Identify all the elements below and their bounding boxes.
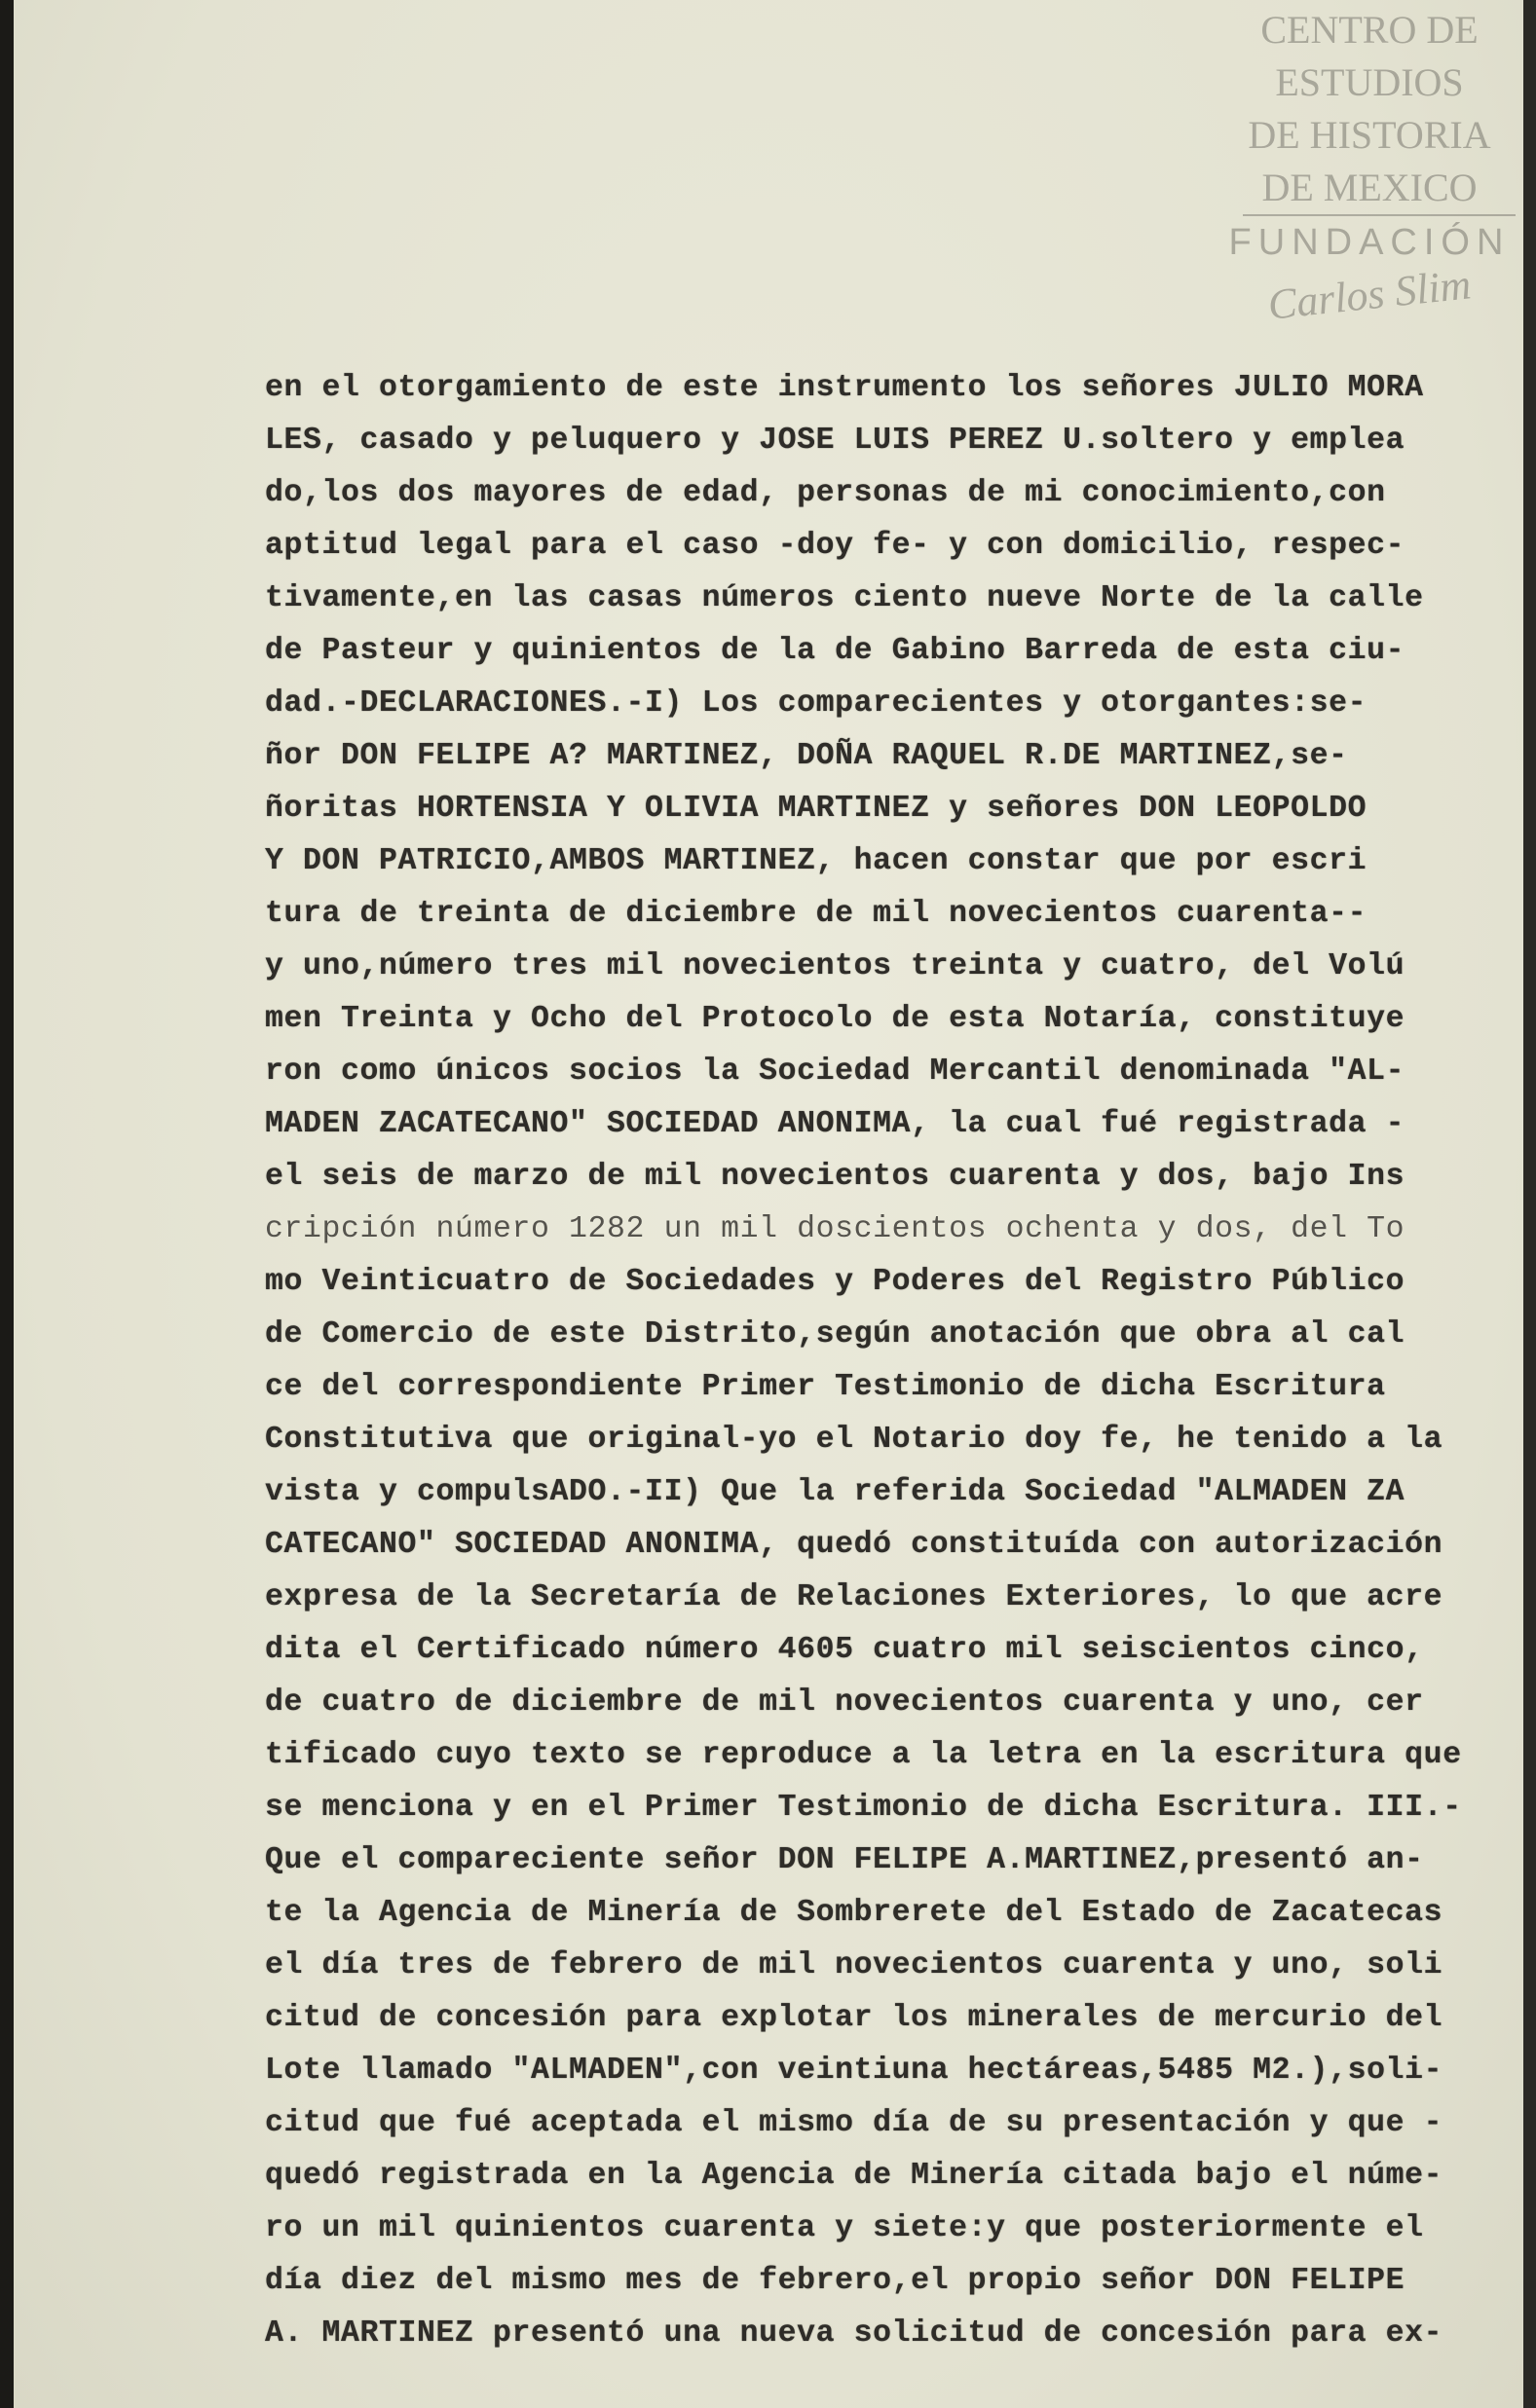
watermark-line: CENTRO DE xyxy=(1260,8,1479,52)
text-line: do,los dos mayores de edad, personas de mi conocimiento,con xyxy=(265,476,1386,510)
text-line: de Pasteur y quinientos de la de Gabino Barreda de esta ciu- xyxy=(265,634,1405,668)
text-line: día diez del mismo mes de febrero,el propio señor DON FELIPE xyxy=(265,2264,1405,2298)
text-line: de cuatro de diciembre de mil novecientos cuarenta y uno, cer xyxy=(265,1686,1424,1720)
text-line: ñoritas HORTENSIA Y OLIVIA MARTINEZ y señores DON LEOPOLDO xyxy=(265,792,1367,826)
text-line: citud de concesión para explotar los minerales de mercurio del xyxy=(265,2001,1443,2035)
text-line: ron como únicos socios la Sociedad Mercantil denominada "AL- xyxy=(265,1055,1405,1089)
watermark-line: ESTUDIOS xyxy=(1275,60,1464,104)
text-line: el seis de marzo de mil novecientos cuarenta y dos, bajo Ins xyxy=(265,1160,1405,1194)
text-line: tificado cuyo texto se reproduce a la letra en la escritura que xyxy=(265,1738,1462,1772)
watermark-line: FUNDACIÓN xyxy=(1228,222,1511,263)
text-line: CATECANO" SOCIEDAD ANONIMA, quedó constituída con autorización xyxy=(265,1528,1443,1562)
text-line: dad.-DECLARACIONES.-I) Los comparecientes y otorgantes:se- xyxy=(265,686,1367,721)
text-line: mo Veinticuatro de Sociedades y Poderes del Registro Público xyxy=(265,1265,1405,1299)
text-line: y uno,número tres mil novecientos treinta y cuatro, del Volú xyxy=(265,949,1405,983)
text-line: Constitutiva que original-yo el Notario doy fe, he tenido a la xyxy=(265,1423,1443,1457)
watermark-line: DE HISTORIA xyxy=(1248,113,1491,157)
text-line: MADEN ZACATECANO" SOCIEDAD ANONIMA, la cual fué registrada - xyxy=(265,1107,1405,1141)
text-line: LES, casado y peluquero y JOSE LUIS PEREZ U.soltero y emplea xyxy=(265,424,1405,458)
text-line: en el otorgamiento de este instrumento los señores JULIO MORA xyxy=(265,371,1424,405)
scan-edge xyxy=(1523,0,1536,2408)
text-line: dita el Certificado número 4605 cuatro mil seiscientos cinco, xyxy=(265,1633,1424,1667)
text-line: Lote llamado "ALMADEN",con veintiuna hectáreas,5485 M2.),soli- xyxy=(265,2054,1443,2088)
text-line: tura de treinta de diciembre de mil novecientos cuarenta-- xyxy=(265,897,1367,931)
text-line: aptitud legal para el caso -doy fe- y con domicilio, respec- xyxy=(265,529,1405,563)
typed-text-body xyxy=(265,362,1462,2360)
watermark-line: DE MEXICO xyxy=(1261,166,1478,209)
text-line: men Treinta y Ocho del Protocolo de esta Notaría, constituye xyxy=(265,1002,1405,1036)
text-line: tivamente,en las casas números ciento nueve Norte de la calle xyxy=(265,581,1424,615)
watermark-signature: Carlos Slim xyxy=(1265,260,1474,329)
text-line: A. MARTINEZ presentó una nueva solicitud de concesión para ex- xyxy=(265,2316,1443,2351)
document-page xyxy=(14,0,1523,2408)
text-line: te la Agencia de Minería de Sombrerete del Estado de Zacatecas xyxy=(265,1896,1443,1930)
text-line: quedó registrada en la Agencia de Minería citada bajo el núme- xyxy=(265,2159,1443,2193)
text-line: Y DON PATRICIO,AMBOS MARTINEZ, hacen constar que por escri xyxy=(265,844,1367,878)
text-line: vista y compulsADO.-II) Que la referida Sociedad "ALMADEN ZA xyxy=(265,1475,1405,1509)
inserted-line: cripción número 1282 un mil doscientos ochenta y dos, del To xyxy=(265,1212,1405,1246)
watermark xyxy=(1223,4,1516,329)
text-line: citud que fué aceptada el mismo día de su presentación y que - xyxy=(265,2106,1443,2140)
text-line: ñor DON FELIPE A? MARTINEZ, DOÑA RAQUEL R.DE MARTINEZ,se- xyxy=(265,739,1348,773)
text-line: ce del correspondiente Primer Testimonio de dicha Escritura xyxy=(265,1370,1386,1404)
text-line: Que el compareciente señor DON FELIPE A.MARTINEZ,presentó an- xyxy=(265,1843,1424,1877)
text-line: expresa de la Secretaría de Relaciones Exteriores, lo que acre xyxy=(265,1580,1443,1614)
text-line: de Comercio de este Distrito,según anotación que obra al cal xyxy=(265,1317,1405,1352)
text-line: el día tres de febrero de mil novecientos cuarenta y uno, soli xyxy=(265,1948,1443,1982)
text-line: se menciona y en el Primer Testimonio de dicha Escritura. III.- xyxy=(265,1791,1462,1825)
text-line: ro un mil quinientos cuarenta y siete:y que posteriormente el xyxy=(265,2211,1424,2245)
